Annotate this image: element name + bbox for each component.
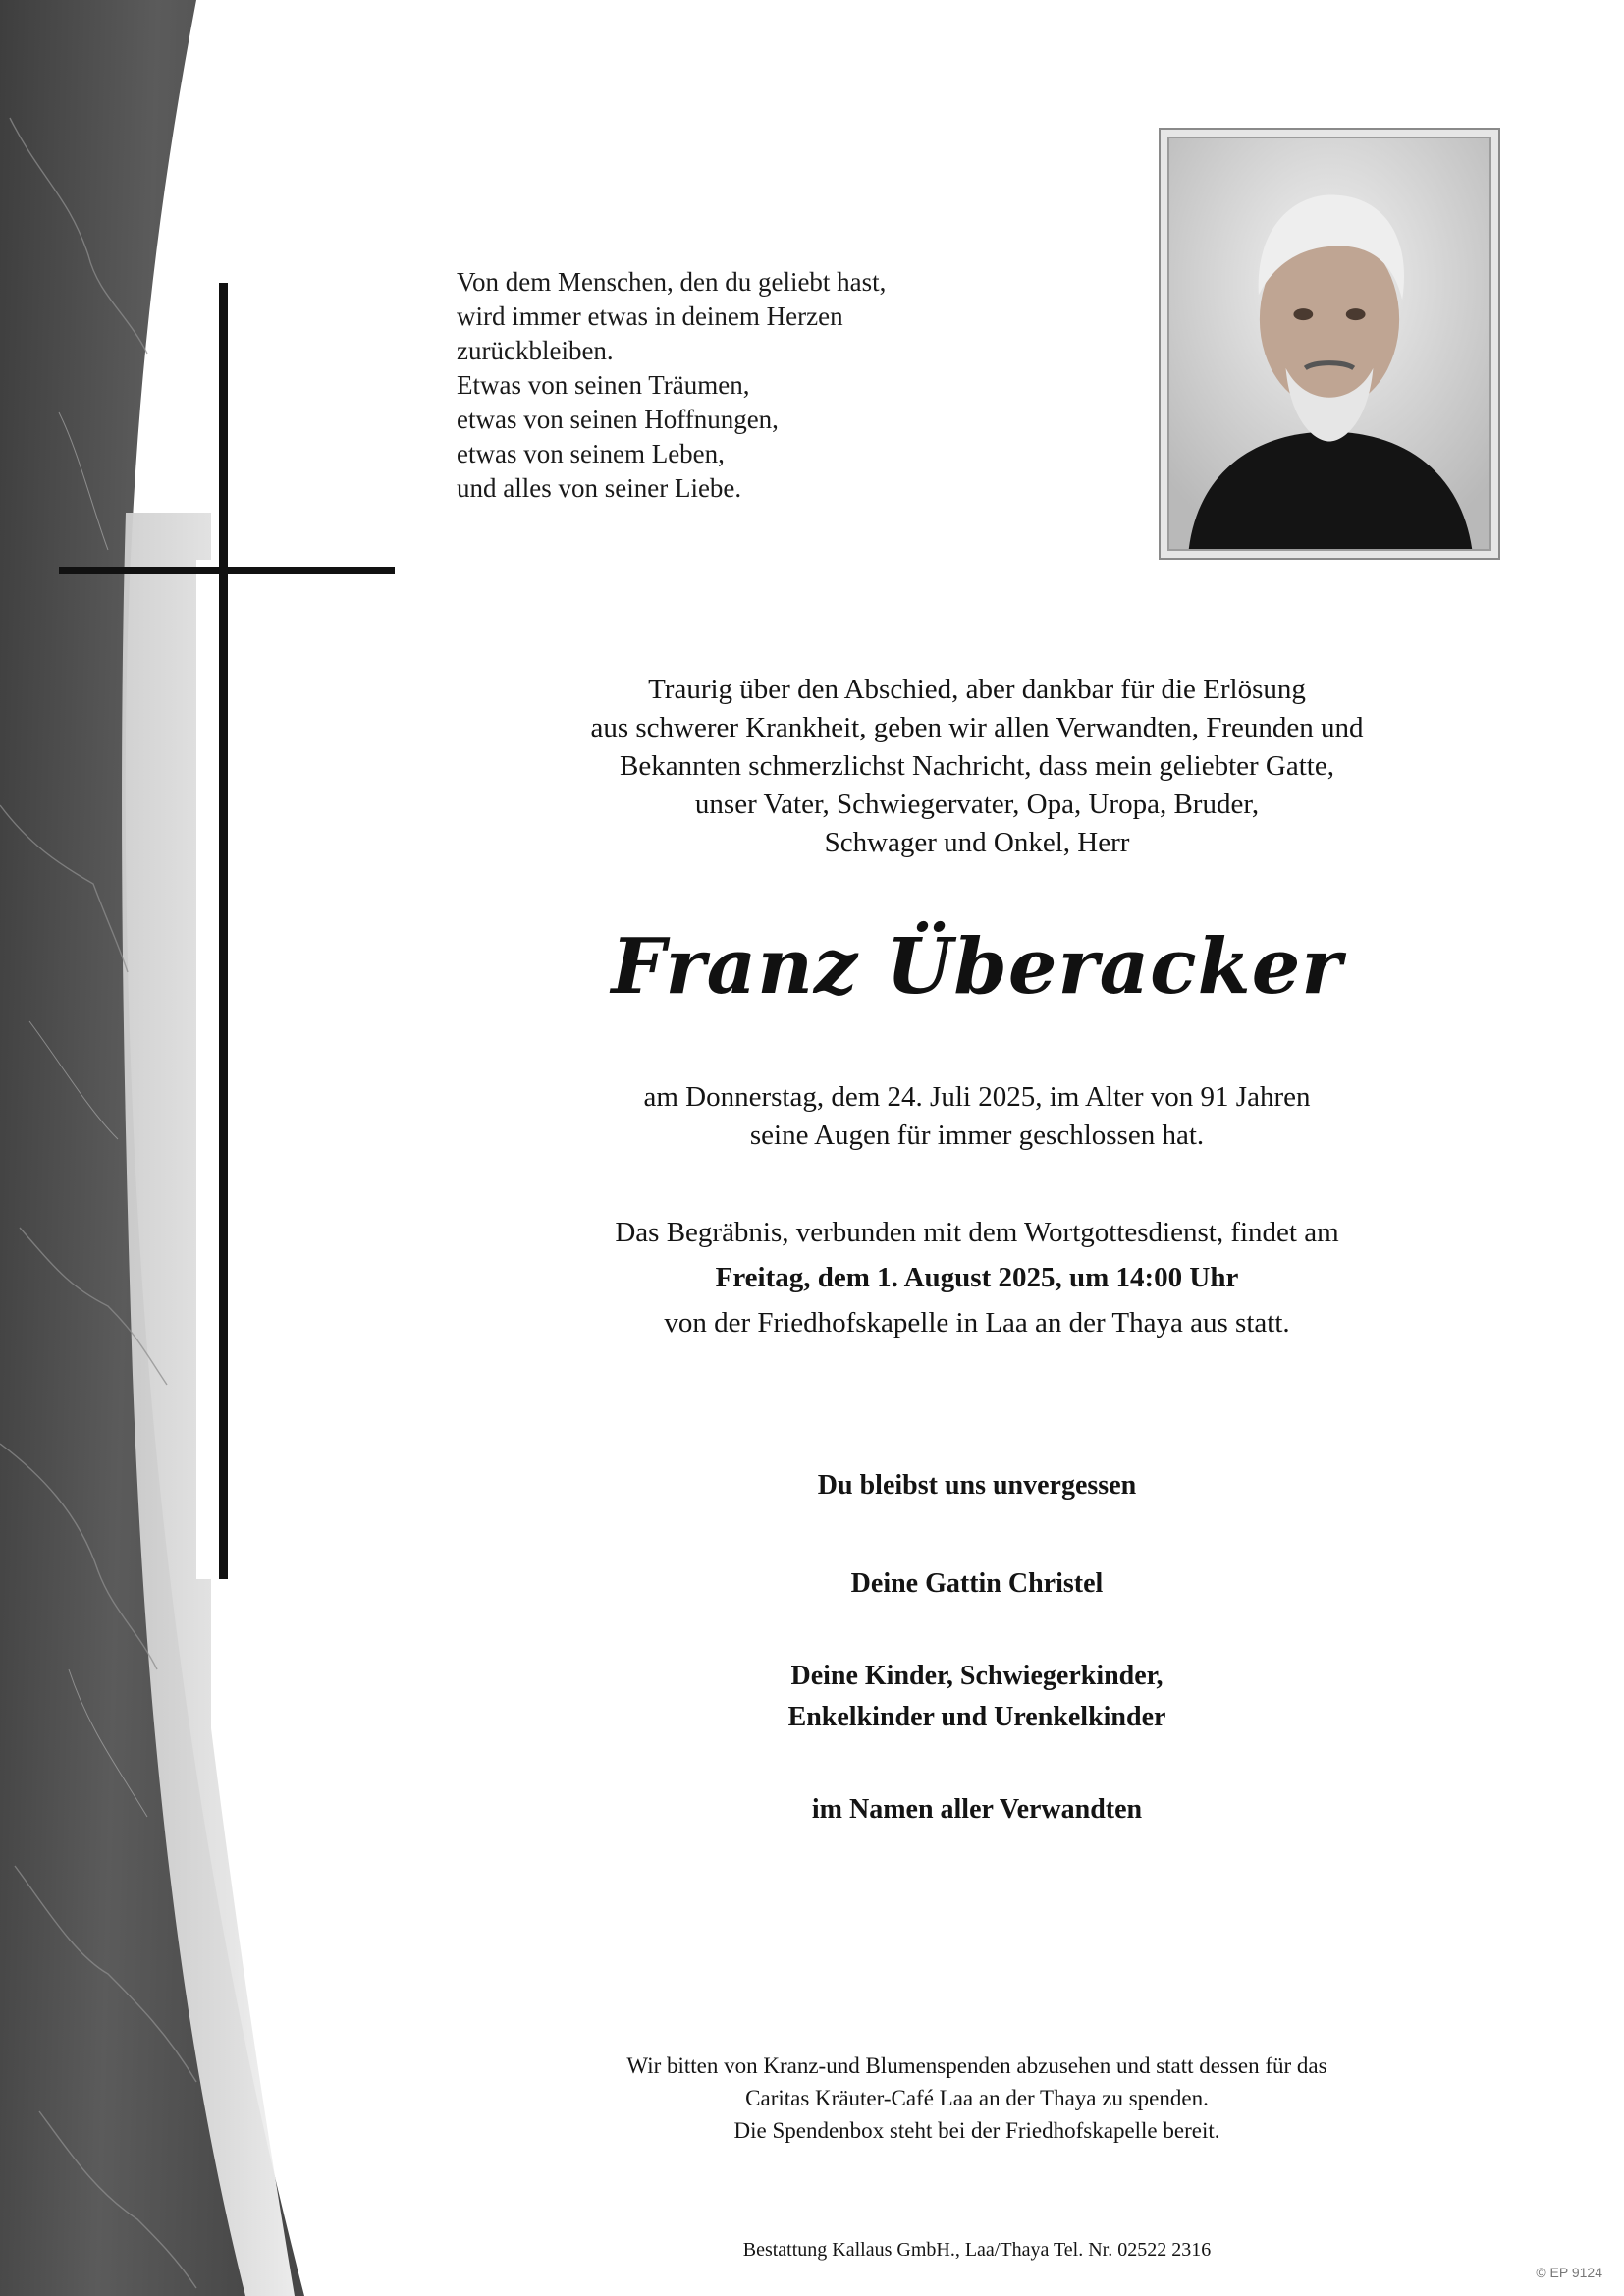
closing-spouse: Deine Gattin Christel bbox=[850, 1568, 1104, 1599]
poem-line: und alles von seiner Liebe. bbox=[457, 473, 742, 503]
death-notice-line: am Donnerstag, dem 24. Juli 2025, im Alter von 91 Jahren bbox=[643, 1081, 1311, 1113]
deceased-name: Franz Überacker bbox=[611, 922, 1343, 1011]
announcement-line: Bekannten schmerzlichst Nachricht, dass mein geliebter Gatte, bbox=[620, 750, 1334, 782]
memorial-poem bbox=[457, 265, 1006, 506]
death-notice bbox=[422, 1078, 1532, 1155]
donation-note bbox=[422, 2050, 1532, 2147]
closing-children bbox=[422, 1656, 1532, 1738]
poem-line: Etwas von seinen Träumen, bbox=[457, 370, 750, 400]
closing-relatives: im Namen aller Verwandten bbox=[811, 1794, 1143, 1825]
death-notice-line: seine Augen für immer geschlossen hat. bbox=[749, 1120, 1205, 1151]
announcement-line: Traurig über den Abschied, aber dankbar für die Erlösung bbox=[648, 674, 1306, 705]
funeral-info bbox=[422, 1210, 1532, 1345]
cross-bar bbox=[59, 567, 395, 574]
poem-line: etwas von seinen Hoffnungen, bbox=[457, 405, 779, 434]
marble-background bbox=[0, 0, 334, 2296]
closing-children-line: Deine Kinder, Schwiegerkinder, bbox=[790, 1661, 1164, 1691]
announcement-line: aus schwerer Krankheit, geben wir allen Verwandten, Freunden und bbox=[590, 712, 1364, 743]
poem-line: Von dem Menschen, den du geliebt hast, bbox=[457, 267, 887, 297]
closing-motto: Du bleibst uns unvergessen bbox=[817, 1470, 1137, 1501]
announcement-text bbox=[422, 671, 1532, 862]
cross-icon bbox=[219, 283, 228, 1579]
donation-line: Caritas Kräuter-Café Laa an der Thaya zu spenden. bbox=[745, 2086, 1209, 2110]
funeral-date-time: Freitag, dem 1. August 2025, um 14:00 Uhr bbox=[715, 1262, 1239, 1293]
poem-line: zurückbleiben. bbox=[457, 336, 614, 365]
donation-line: Die Spendenbox steht bei der Friedhofskapelle bereit. bbox=[733, 2118, 1220, 2143]
portrait-image bbox=[1167, 137, 1491, 551]
funeral-home-footer: Bestattung Kallaus GmbH., Laa/Thaya Tel. Nr. 02522 2316 bbox=[742, 2239, 1212, 2261]
poem-line: etwas von seinem Leben, bbox=[457, 439, 725, 468]
poem-line: wird immer etwas in deinem Herzen bbox=[457, 301, 843, 331]
announcement-line: unser Vater, Schwiegervater, Opa, Uropa, Bruder, bbox=[694, 789, 1260, 820]
document-code: © EP 9124 bbox=[1536, 2265, 1602, 2280]
funeral-location: von der Friedhofskapelle in Laa an der Thaya aus statt. bbox=[664, 1307, 1290, 1339]
portrait-photo bbox=[1159, 128, 1500, 560]
closing-children-line: Enkelkinder und Urenkelkinder bbox=[787, 1702, 1166, 1732]
announcement-line: Schwager und Onkel, Herr bbox=[824, 827, 1130, 858]
donation-line: Wir bitten von Kranz-und Blumenspenden abzusehen und statt dessen für das bbox=[626, 2053, 1327, 2078]
funeral-intro: Das Begräbnis, verbunden mit dem Wortgottesdienst, findet am bbox=[615, 1217, 1339, 1248]
